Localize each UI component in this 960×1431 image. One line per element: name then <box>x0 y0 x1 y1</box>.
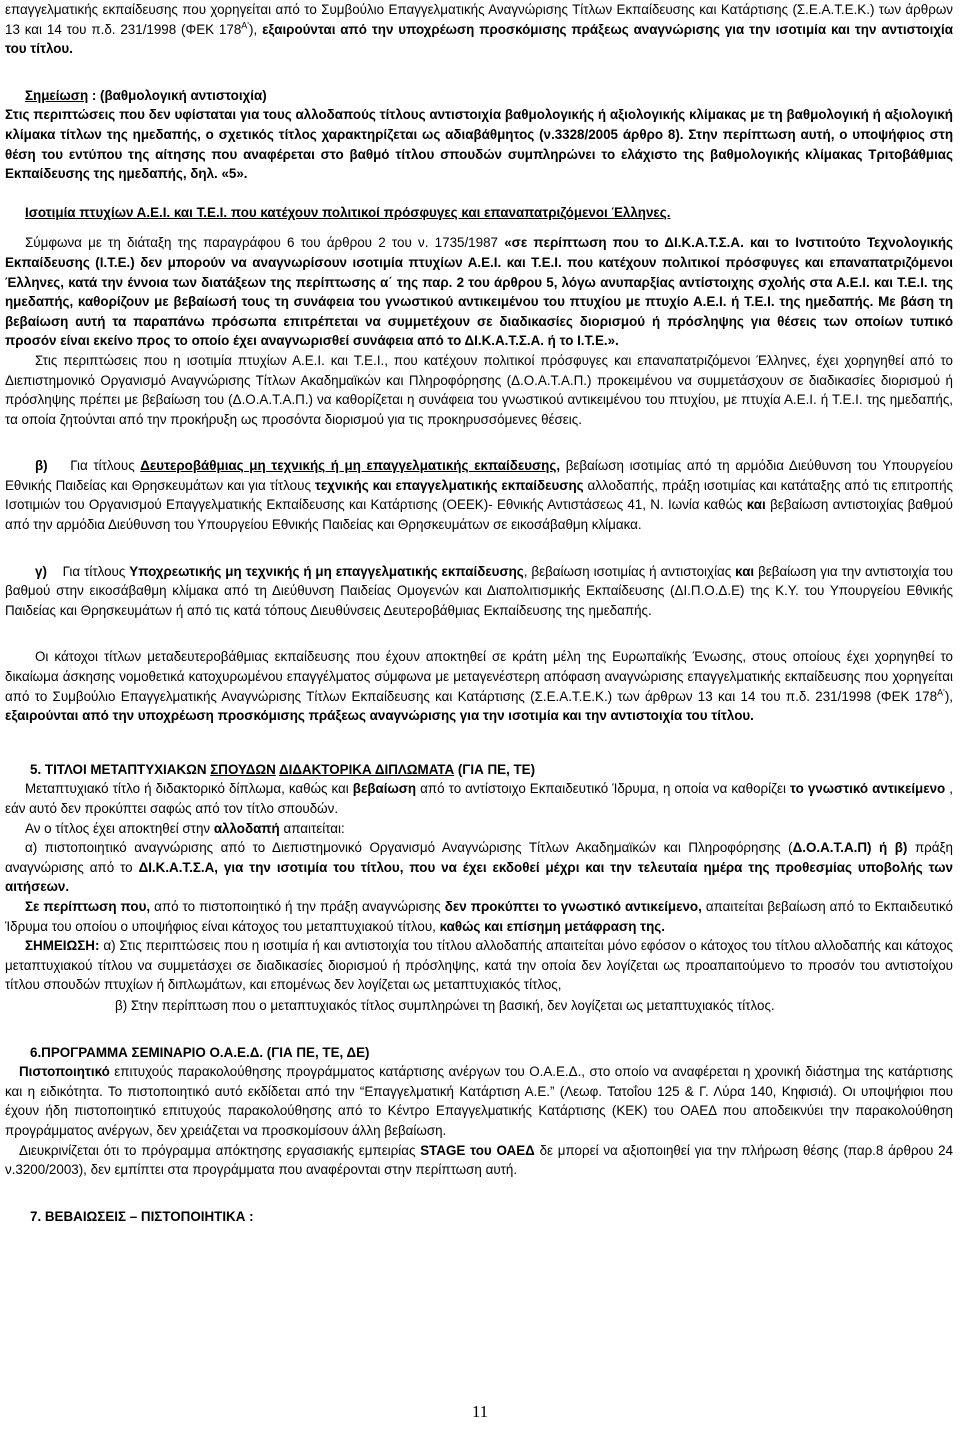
s5-p3a: α) πιστοποιητικό αναγνώρισης από το Διεπιστημονικό Οργανισμό Αναγνώρισης Τίτλων Ακαδημαϊκών και Πληροφόρησης ( <box>25 840 793 856</box>
gamma-text-1: Για τίτλους <box>62 563 130 579</box>
note-body: Στις περιπτώσεις που δεν υφίσταται για τους αλλοδαπούς τίτλους αντιστοιχία βαθμολογικής ή αξιολογικής κλίμακας με τη βαθμολογική ή αξιολογική κλίμακα τίτλων της ημεδαπής, ο σχετικός τίτλος χαρακτηρίζεται ως αδιαβάθμητος (ν.3328/2005 άρθρο 8). Στην περίπτωση αυτή, ο υποψήφιος στη θέση του εντύπου της αίτησης που αναφέρεται στο βαθμό τίτλου σπουδών συμπληρώνει το ελάχιστο της βαθμολογικής κλίμακας Τριτοβάθμιας Εκπαίδευσης της ημεδαπής, δηλ. «5». <box>5 107 953 182</box>
s5-p2b: αλλοδαπή <box>213 820 280 836</box>
note-label: Σημείωση <box>25 87 89 103</box>
s5-p1c: από το αντίστοιχο Εκπαιδευτικό Ίδρυμα, η οποία να καθορίζει <box>416 781 791 797</box>
beta-label: β) <box>35 458 48 474</box>
s5-p4c: δεν προκύπτει το γνωστικό αντικείμενο, <box>444 898 702 914</box>
s5-p1b: βεβαίωση <box>352 781 417 797</box>
beta-text-5: αλλοδαπής, πράξη ισοτιμίας και κατάταξης από τις επιτροπής Ισοτιμιών του Οργανισμού Επαγγελματικής Εκπαίδευσης και Κατάρτισης (ΟΕΕΚ)- Εθνικής Αντιστάσεως 41, Ν. Ιωνία καθώς <box>5 477 953 513</box>
section-5-paragraph-4 <box>5 897 953 936</box>
s6-p1b: επιτυχούς παρακολούθησης προγράμματος κατάρτισης ανέργων του Ο.Α.Ε.Δ., στο οποίο να αναφέρεται η χρονική διάστημα της κατάρτισης και η ειδικότητα. Το πιστοποιητικό αυτό εκδίδεται από την “Επαγγελματική Κατάρτιση Α.Ε.” (Λεωφ. Τατοΐου 125 & Γ. Λύρα 140, Κηφισιά). Οι υποψήφιοι που έχουν ήδη πιστοποιητικό επιτυχούς παρακολούθησης από το Κέντρο Επαγγελματικής Κατάρτισης (ΚΕΚ) του ΟΑΕΔ που αποδεικνύει την παρακολούθηση προγράμματος ανέργων, δεν χρειάζεται να προσκομίσουν άλλη βεβαίωση. <box>5 1064 953 1138</box>
s5-p1d: το γνωστικό αντικείμενο <box>790 781 946 797</box>
eu-text: Οι κάτοχοι τίτλων μεταδευτεροβάθμιας εκπαίδευσης που έχουν αποκτηθεί σε κράτη μέλη της Ευρωπαϊκής Ένωσης, στους οποίους έχει χορηγηθεί το δικαίωμα άσκησης νομοθετικά κατοχυρωμένου επαγγέλματος σύμφωνα με μεταγενέστερη απόφαση αναγνώρισης επαγγελματικής εκπαίδευσης που χορηγείται από το Συμβούλιο Επαγγελματικής Αναγνώρισης Τίτλων Εκπαίδευσης και Κατάρτισης (Σ.Ε.Α.Τ.Ε.Κ.) των άρθρων 13 και 14 του π.δ. 231/1998 (ΦΕΚ 178 <box>5 649 953 704</box>
eu-bold: εξαιρούνται από την υποχρέωση προσκόμισης πράξεως αναγνώρισης για την ισοτιμία και την αντιστοιχία του τίτλου. <box>5 708 754 724</box>
page-number: 11 <box>471 1402 489 1421</box>
note-title-rest: : (βαθμολογική αντιστοιχία) <box>88 87 267 103</box>
eu-text-end: ), <box>944 688 953 704</box>
equivalence-heading: Ισοτιμία πτυχίων Α.Ε.Ι. και Τ.Ε.Ι. που κατέχουν πολιτικοί πρόσφυγες και επαναπατριζόμενοι Έλληνες. <box>25 204 671 220</box>
gamma-text-2: Υποχρεωτικής μη τεχνικής ή μη επαγγελματικής εκπαίδευσης <box>129 563 524 579</box>
s5-note-text: α) Στις περιπτώσεις που η ισοτιμία ή και αντιστοιχία του τίτλου αλλοδαπής απαιτείται μόνο εφόσον ο κάτοχος του τίτλου αλλοδαπής και κάτοχος μεταπτυχιακού τίτλου να συμμετάσχει σε διαδικασίες διορισμού ή πρόσληψης, κατά την οποία δεν λογίζεται ως προαπαιτούμενο το προσόν του αντιστοίχου τίτλου σπουδών πτυχίων ή διπλωμάτων, και επομένως δεν λογίζεται ως μεταπτυχιακός τίτλος, <box>5 938 953 993</box>
section-5-heading-a: 5. ΤΙΤΛΟΙ ΜΕΤΑΠΤΥΧΙΑΚΩΝ <box>30 761 211 777</box>
top-fragment-bold: εξαιρούνται από την υποχρέωση προσκόμισης πράξεως αναγνώρισης για την ισοτιμία και την αντιστοιχία του τίτλου. <box>5 21 953 57</box>
top-fragment-text-end: ), <box>249 21 263 37</box>
section-5-heading-u2: ΔΙΔΑΚΤΟΡΙΚΑ ΔΙΠΛΩΜΑΤΑ <box>278 761 455 777</box>
top-fragment-text: επαγγελματικής εκπαίδευσης που χορηγείται από το Συμβούλιο Επαγγελματικής Αναγνώρισης Τίτλων Εκπαίδευσης και Κατάρτισης (Σ.Ε.Α.Τ.Ε.Κ.) των άρθρων 13 και 14 του π.δ. 231/1998 (ΦΕΚ 178 <box>5 2 953 37</box>
section-6-paragraph-2 <box>5 1141 953 1180</box>
gamma-text-3: , βεβαίωση ισοτιμίας ή αντιστοιχίας <box>523 563 736 579</box>
beta-text-6: και <box>746 497 766 513</box>
note-title <box>5 86 953 106</box>
top-fragment-paragraph <box>5 0 953 59</box>
top-fragment-superscript: Α' <box>241 20 250 31</box>
eu-superscript: Α' <box>937 687 945 698</box>
section-7-heading: 7. ΒΕΒΑΙΩΣΕΙΣ – ΠΙΣΤΟΠΟΙΗΤΙΚΑ : <box>30 1208 254 1224</box>
s5-p4a: Σε περίπτωση που, <box>25 898 151 914</box>
equivalence-paragraph-2: Στις περιπτώσεις που η ισοτιμία πτυχίων Α.Ε.Ι. και Τ.Ε.Ι., που κατέχουν πολιτικοί πρόσφυγες και επαναπατριζόμενοι Έλληνες, έχει χορηγηθεί από το Διεπιστημονικό Οργανισμό Αναγνώρισης Τίτλων Ακαδημαϊκών και Πληροφόρησης (Δ.Ο.Α.Τ.Α.Π.) προκειμένου να συμμετάσχουν σε διαδικασίες διορισμού ή πρόσληψης πρέπει με βεβαίωση του (Δ.Ο.Α.Τ.Α.Π.) να καθορίζεται η συνάφεια του γνωστικού αντικειμένου του πτυχίου, με πτυχία Α.Ε.Ι. ή Τ.Ε.Ι. της ημεδαπής, τα οποία ζητούνται από την προκήρυξη ως προσόντα διορισμού για τις προκηρυσσόμενες θέσεις. <box>5 352 953 427</box>
equivalence-paragraph-1 <box>5 233 953 351</box>
document-page <box>5 0 953 1431</box>
gamma-paragraph <box>5 562 953 621</box>
section-5-paragraph-2 <box>5 819 953 839</box>
beta-paragraph <box>5 456 953 534</box>
gamma-label: γ) <box>35 563 47 579</box>
s6-p2c: δε μπορεί να αξιοποιηθεί για την πλήρωση θέσης (παρ.8 άρθρου 24 ν.3200/2003), δεν εμπίπτει στα προγράμματα που αναφέρονται στην περίπτωση αυτή. <box>5 1142 954 1178</box>
section-6-heading: 6.ΠΡΟΓΡΑΜΜΑ ΣΕΜΙΝΑΡΙΟ Ο.Α.Ε.Δ. (ΓΙΑ ΠΕ, ΤΕ, ΔΕ) <box>30 1044 370 1060</box>
s5-p2a: Αν ο τίτλος έχει αποκτηθεί στην <box>25 820 214 836</box>
eu-paragraph <box>5 647 953 725</box>
section-5-paragraph-1 <box>5 779 953 818</box>
gamma-text-5: βεβαίωση για την αντιστοιχία του βαθμού στην εικοσάβαθμη κλίμακα από τη Διεύθυνση Παιδείας Ομογενών και Διαπολιτισμικής Εκπαίδευσης (ΔΙ.Π.Ο.Δ.Ε) της Κ.Υ. του Υπουργείου Εθνικής Παιδείας και Θρησκευμάτων ή από τις κατά τόπους Διευθύνσεις Δευτεροβάθμιας Εκπαίδευσης της ημεδαπής. <box>5 563 953 618</box>
s5-p3d: ΔΙ.Κ.Α.Τ.Σ.Α, για την ισοτιμία του τίτλου, που να έχει εκδοθεί μέχρι και την τελευταία ημέρα της προθεσμίας υποβολής των αιτήσεων. <box>5 859 954 895</box>
equivalence-p1-bold: «σε περίπτωση που το ΔΙ.Κ.Α.Τ.Σ.Α. και το Ινστιτούτο Τεχνολογικής Εκπαίδευσης (Ι.Τ.Ε.) δεν μπορούν να αναγνωρίσουν ισοτιμία πτυχίων Α.Ε.Ι. και Τ.Ε.Ι. που κατέχουν πολιτικοί πρόσφυγες και επαναπατριζόμενοι Έλληνες, κατά την έννοια των διατάξεων της περίπτωσης α΄ της παρ. 2 του άρθρου 5, λόγω ανυπαρξίας αντίστοιχης σχολής στα Α.Ε.Ι. και Τ.Ε.Ι. της ημεδαπής, καθορίζουν με βεβαίωσή τους τη συνάφεια του γνωστικού αντικειμένου του πτυχίου με πτυχίο Α.Ε.Ι. ή Τ.Ε.Ι. της ημεδαπής. Με βάση τη βεβαίωση αυτή τα παραπάνω πρόσωπα επιτρέπεται να συμμετέχουν σε διαδικασίες διορισμού ή πρόσληψης για θέσεις των οποίων τυπικό προσόν είναι εκείνο προς το οποίο έχει αναγνωρισθεί συνάφεια από το ΔΙ.Κ.Α.Τ.Σ.Α. ή το Ι.Τ.Ε.». <box>5 235 953 349</box>
s5-p1a: Μεταπτυχιακό τίτλο ή διδακτορικό δίπλωμα, καθώς και <box>25 781 353 797</box>
s5-p3c: πράξη αναγνώρισης από το <box>5 840 953 875</box>
s5-p4b: από το πιστοποιητικό ή την πράξη αναγνώρισης <box>150 898 445 914</box>
beta-text-3: βεβαίωση ισοτιμίας από τη αρμόδια Διεύθυνση του Υπουργείου Εθνικής Παιδείας και Θρησκευμάτων και για τίτλους <box>5 458 953 493</box>
s5-p2c: απαιτείται: <box>279 820 345 836</box>
section-5-heading <box>30 760 953 780</box>
section-5-heading-c: (ΓΙΑ ΠΕ, ΤΕ) <box>454 761 536 777</box>
s5-p1e: , εάν αυτό δεν προκύπτει σαφώς από τον τίτλο σπουδών. <box>5 781 953 816</box>
beta-text-1: Για τίτλους <box>70 458 141 474</box>
s5-p4e: καθώς και επίσημη μετάφραση της. <box>439 918 665 934</box>
section-5-heading-u1: ΣΠΟΥΔΩΝ <box>210 761 276 777</box>
s6-p1a: Πιστοποιητικό <box>19 1064 110 1080</box>
s5-note-label: ΣΗΜΕΙΩΣΗ: <box>25 938 100 954</box>
beta-text-4: τεχνικής και επαγγελματικής εκπαίδευσης <box>314 477 584 493</box>
gamma-text-4: και <box>735 563 755 579</box>
s5-p4d: απαιτείται βεβαίωση από το Εκπαιδευτικό Ίδρυμα του οποίου ο υποψήφιος είναι κάτοχος του μεταπτυχιακού τίτλου, <box>5 898 953 934</box>
s6-p2a: Διευκρινίζεται ότι το πρόγραμμα απόκτησης εργασιακής εμπειρίας <box>19 1142 421 1158</box>
s5-p3b: Δ.Ο.Α.Τ.Α.Π) ή β) <box>792 840 908 856</box>
s6-p2b: STAGE του ΟΑΕΔ <box>420 1142 535 1158</box>
section-5-paragraph-3 <box>5 838 953 897</box>
beta-text-7: βεβαίωση αντιστοιχίας βαθμού από την αρμόδια Διεύθυνση του Υπουργείου Εθνικής Παιδείας και Θρησκευμάτων σε εικοσάβαθμη κλίμακα. <box>5 497 953 533</box>
section-5-note-b: β) Στην περίπτωση που ο μεταπτυχιακός τίτλος συμπληρώνει τη βασική, δεν λογίζεται ως μεταπτυχιακός τίτλος. <box>115 997 775 1013</box>
beta-text-2: Δευτεροβάθμιας μη τεχνικής ή μη επαγγελματικής εκπαίδευσης, <box>140 458 561 474</box>
equivalence-p1-plain: Σύμφωνα με τη διάταξη της παραγράφου 6 του άρθρου 2 του ν. 1735/1987 <box>25 235 505 251</box>
section-6-paragraph-1 <box>5 1062 953 1140</box>
section-5-note <box>5 936 953 995</box>
